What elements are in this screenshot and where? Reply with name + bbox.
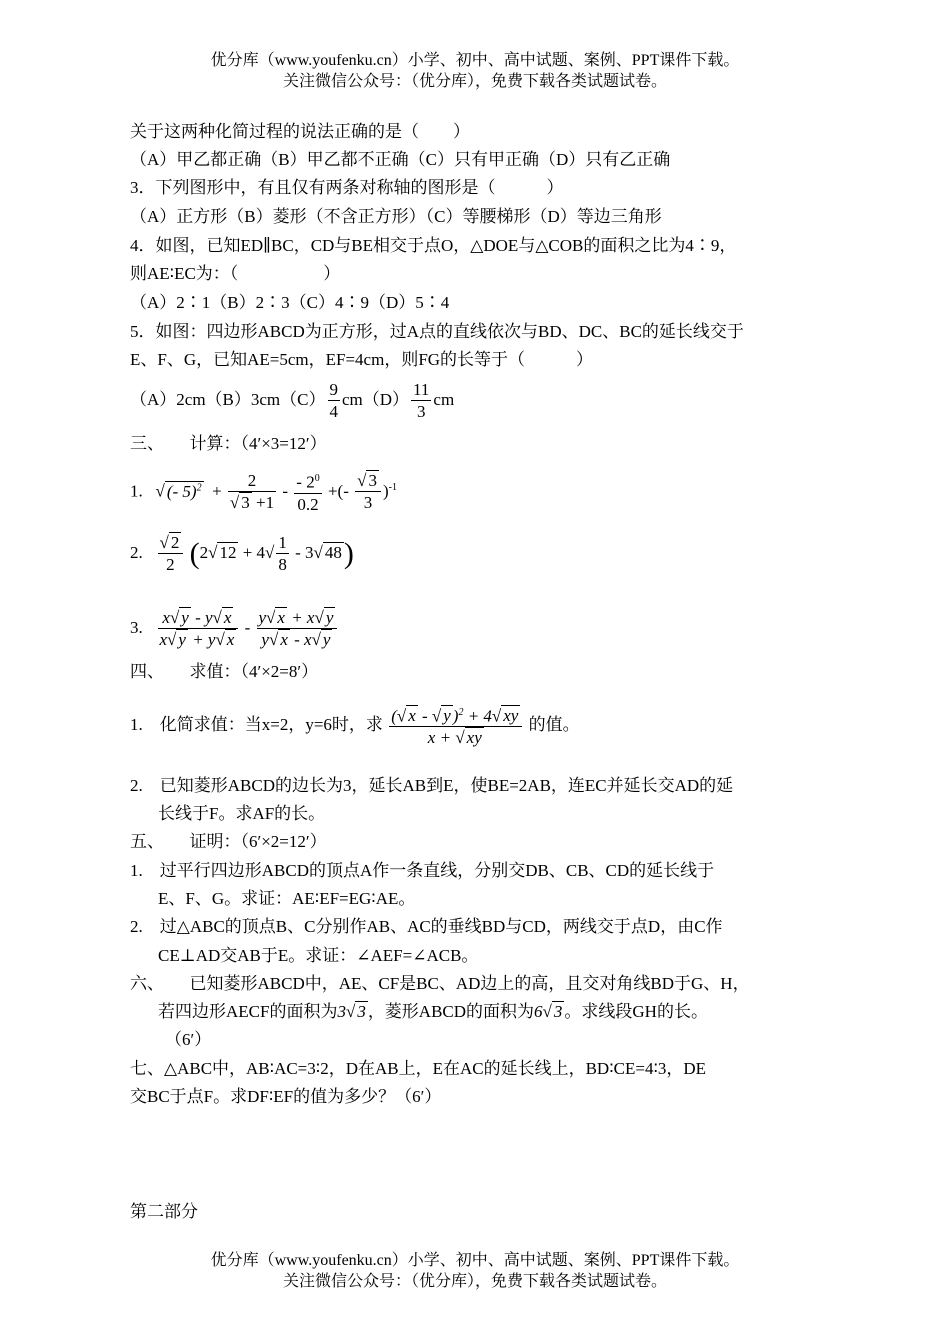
section-4-heading: 四、 求值：（4′×2=8′） (130, 662, 319, 681)
text-line: （A）正方形（B）菱形（不含正方形）（C）等腰梯形（D）等边三角形 (130, 207, 662, 226)
header-line-1: 优分库（www.youfenku.cn）小学、初中、高中试题、案例、PPT课件下载。 (210, 52, 740, 69)
section-5-heading: 五、 证明：（6′×2=12′） (130, 832, 327, 851)
formula-4-1: $\frac{(√ x - √ y )^2 + 4√ xy}{x + √ xy}$ (389, 703, 522, 750)
formula-1: 1. √ (- 5)$^2$ + $\frac{2}{√ 3 +1}$ - $\frac{- 2^0}{0.2}$ +(- $\frac{√ 3}{3}$ )$^{-1}$ (130, 471, 397, 515)
text-line: E、F、G。求证：AE∶EF=EG∶AE。 (158, 889, 416, 908)
question-5-2: 2. 过△ABC的顶点B、C分别作AB、AC的垂线BD与CD，两线交于点D，由C作 (130, 917, 723, 936)
options-line: （A）2cm（B）3cm（C） $\frac{9}{4}$ cm（D） $\frac{11}{3}$ cm (130, 379, 455, 421)
question-5: 5．如图：四边形ABCD为正方形，过A点的直线依次与BD、DC、BC的延长线交于 (130, 322, 744, 341)
part-2-heading: 第二部分 (130, 1202, 198, 1221)
question-3: 3．下列图形中，有且仅有两条对称轴的图形是（ ） (130, 178, 564, 197)
fraction-d: $\frac{11}{3}$ (413, 379, 430, 421)
formula-3: 3. $\frac{x√ y - y√ x}{x√ y + y√ x}$ - $\frac{y√ x + x√ y}{y√ x - x√ y}$ (130, 600, 875, 656)
text-line: 关于这两种化简过程的说法正确的是（ ） (130, 122, 470, 141)
fraction-c: $\frac{9}{4}$ (329, 379, 338, 421)
section-6: 六、 已知菱形ABCD中，AE、CF是BC、AD边上的高，且交对角线BD于G、H， (130, 974, 750, 993)
text-line: CE⊥AD交AB于E。求证：∠AEF=∠ACB。 (158, 946, 479, 965)
text-line: 长线于F。求AF的长。 (158, 804, 326, 823)
footer-line-2: 关注微信公众号：（优分库），免费下载各类试题试卷。 (282, 1273, 667, 1290)
text-line: 若四边形AECF的面积为3√ 3 ，菱形ABCD的面积为6√ 3 。求线段GH的长。 (158, 1002, 708, 1021)
question-4-1: 1. 化简求值：当x=2，y=6时，求 $\frac{(√ x - √ y )^2 + 4√ xy}{x + √ xy}$ 的值。 (130, 695, 875, 755)
text-line: （A）2∶1（B）2∶3（C）4∶9（D）5∶4 (130, 293, 450, 312)
question-5-1: 1. 过平行四边形ABCD的顶点A作一条直线，分别交DB、CB、CD的延长线于 (130, 861, 715, 880)
formula-2: 2. $\frac{√ 2}{2}$ (2√ 12 + 4√ $\frac{1}{8}$ - 3√ 48) (130, 532, 354, 574)
header-line-2: 关注微信公众号：（优分库），免费下载各类试题试卷。 (282, 73, 667, 90)
question-4-2: 2. 已知菱形ABCD的边长为3，延长AB到E，使BE=2AB，连EC并延长交AD的延 (130, 776, 734, 795)
footer-line-1: 优分库（www.youfenku.cn）小学、初中、高中试题、案例、PPT课件下载。 (210, 1252, 740, 1269)
section-3-heading: 三、 计算：（4′×3=12′） (130, 434, 327, 453)
section-7: 七、△ABC中，AB∶AC=3∶2，D在AB上，E在AC的延长线上，BD∶CE=4∶3，DE (130, 1059, 707, 1078)
text-line: 交BC于点F。求DF∶EF的值为多少？（6′） (130, 1087, 442, 1106)
text-line: 则AE∶EC为：（ ） (130, 264, 341, 283)
text-line: （A）甲乙都正确（B）甲乙都不正确（C）只有甲正确（D）只有乙正确 (130, 150, 671, 169)
question-4: 4．如图，已知ED∥BC，CD与BE相交于点O，△DOE与△COB的面积之比为4∶9， (130, 236, 737, 255)
text-line: E、F、G，已知AE=5cm，EF=4cm，则FG的长等于（ ） (130, 350, 594, 369)
text-line: （6′） (165, 1030, 212, 1049)
